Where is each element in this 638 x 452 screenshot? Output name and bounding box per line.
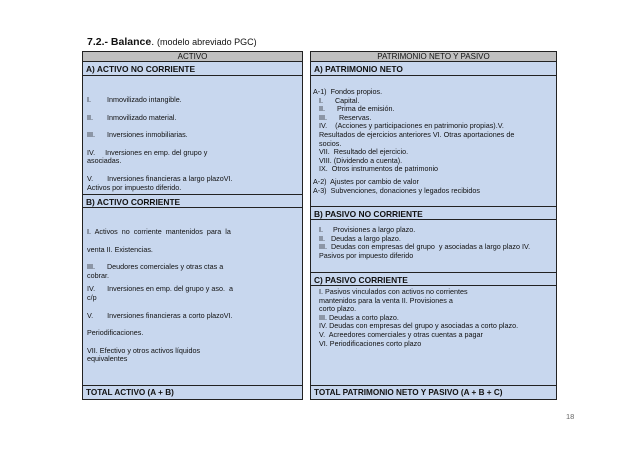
- balance-line: V. Inversiones financieras a largo plazoVI.: [87, 174, 233, 183]
- pasivo-no-corriente-title: B) PASIVO NO CORRIENTE: [311, 206, 556, 220]
- balance-line: IV. Inversiones en emp. del grupo y: [87, 148, 208, 157]
- page-number: 18: [566, 412, 575, 421]
- heading-title: 7.2.- Balance: [87, 36, 152, 48]
- balance-line: V. Acreedores comerciales y otras cuentas a pagar: [313, 330, 483, 339]
- balance-line: VIII. (Dividendo a cuenta).: [313, 156, 403, 165]
- heading-subtitle: (modelo abreviado PGC): [157, 37, 257, 47]
- balance-line: Resultados de ejercicios anteriores VI. Otras aportaciones de: [313, 130, 515, 139]
- activo-corriente-box: [83, 208, 302, 386]
- total-activo: TOTAL ACTIVO (A + B): [83, 385, 302, 399]
- balance-line: IX. Otros instrumentos de patrimonio: [313, 165, 439, 174]
- balance-line: I. Inmovilizado intangible.: [87, 96, 182, 104]
- balance-line: I. Provisiones a largo plazo.: [313, 226, 416, 234]
- balance-line: I. Capital.: [313, 96, 360, 105]
- activo-column: [82, 51, 303, 400]
- balance-line: c/p: [87, 293, 97, 302]
- balance-line: II. Inmovilizado material.: [87, 113, 177, 122]
- balance-line: venta II. Existencias.: [87, 245, 153, 254]
- balance-line: II. Deudas a largo plazo.: [313, 234, 401, 243]
- balance-line: III. Deudores comerciales y otras ctas a: [87, 263, 224, 272]
- balance-line: I. Pasivos vinculados con activos no corrientes: [313, 288, 468, 296]
- balance-line: mantenidos para la venta II. Provisiones a: [313, 296, 453, 305]
- pasivo-column: [310, 51, 557, 400]
- total-patrimonio-pasivo: TOTAL PATRIMONIO NETO Y PASIVO (A + B + C): [311, 385, 556, 399]
- balance-line: V. Inversiones financieras a corto plazoVI.: [87, 311, 233, 320]
- balance-line: III. Deudas con empresas del grupo y asociadas a largo plazo IV.: [313, 243, 531, 252]
- pasivo-no-corriente-box: [311, 220, 556, 272]
- balance-heading: 7.2.- Balance. (modelo abreviado PGC): [87, 36, 257, 48]
- balance-line: Periodificaciones.: [87, 329, 144, 338]
- balance-line: VI. Periodificaciones corto plazo: [313, 339, 422, 348]
- balance-line: A-3) Subvenciones, donaciones y legados recibidos: [313, 186, 481, 195]
- balance-line: IV. Inversiones en emp. del grupo y aso. a: [87, 285, 233, 294]
- balance-line: III. Inversiones inmobiliarias.: [87, 131, 188, 140]
- activo-no-corriente-box: [83, 76, 302, 194]
- pasivo-corriente-box: [311, 286, 556, 356]
- balance-line: I. Activos no corriente mantenidos para la: [87, 228, 231, 236]
- balance-line: IV. (Acciones y participaciones en patrimonio propias).V.: [313, 122, 504, 131]
- balance-line: III. Reservas.: [313, 113, 372, 122]
- patrimonio-neto-title: A) PATRIMONIO NETO: [311, 62, 556, 76]
- balance-line: socios.: [313, 139, 342, 148]
- balance-line: asociadas.: [87, 157, 122, 166]
- balance-line: VII. Resultado del ejercicio.: [313, 148, 409, 157]
- activo-corriente-title: B) ACTIVO CORRIENTE: [83, 194, 302, 208]
- pasivo-header: PATRIMONIO NETO Y PASIVO: [311, 52, 556, 62]
- patrimonio-neto-box: [311, 76, 556, 206]
- pasivo-corriente-title: C) PASIVO CORRIENTE: [311, 272, 556, 286]
- balance-line: equivalentes: [87, 355, 128, 364]
- balance-line: IV. Deudas con empresas del grupo y asociadas a corto plazo.: [313, 322, 519, 331]
- balance-line: Activos por impuesto diferido.: [87, 183, 182, 192]
- activo-no-corriente-title: A) ACTIVO NO CORRIENTE: [83, 62, 302, 76]
- balance-line: A-1) Fondos propios.: [313, 88, 383, 96]
- activo-header: ACTIVO: [83, 52, 302, 62]
- balance-line: VII. Efectivo y otros activos líquidos: [87, 346, 201, 355]
- balance-line: II. Prima de emisión.: [313, 105, 395, 114]
- balance-line: cobrar.: [87, 271, 109, 280]
- balance-line: corto plazo.: [313, 305, 357, 314]
- balance-line: III. Deudas a corto plazo.: [313, 313, 399, 322]
- balance-line: Pasivos por impuesto diferido: [313, 251, 414, 260]
- balance-line: A-2) Ajustes por cambio de valor: [313, 177, 419, 186]
